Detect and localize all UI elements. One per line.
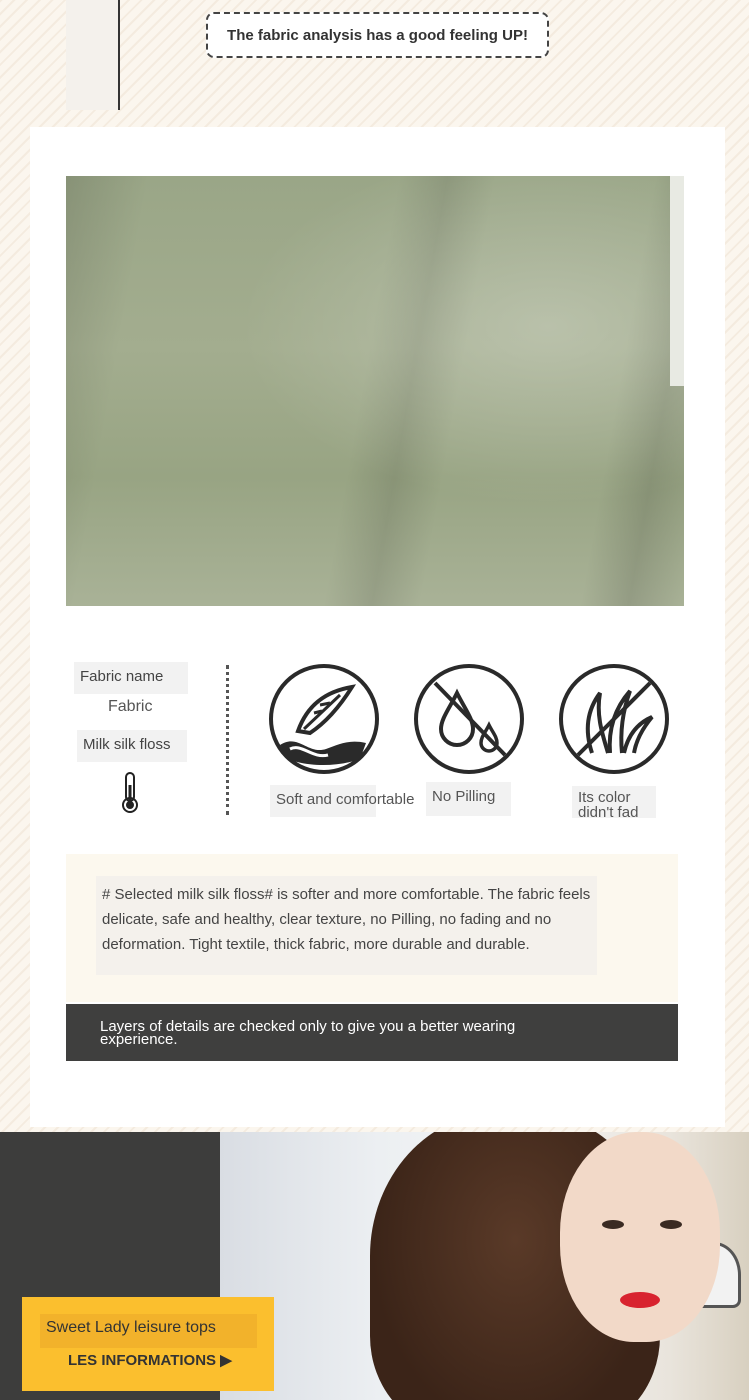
feature-soft-comfortable: Soft and comfortable [270,785,376,817]
fabric-description: # Selected milk silk floss# is softer and more comfortable. The fabric feels delicate, safe and healthy, clear texture, no Pilling, no fading and no deformation. Tight textile, thick fabric, more durable and durable. [96,876,597,975]
les-informations-link[interactable]: LES INFORMATIONS ▶ [68,1352,232,1369]
fabric-value: Milk silk floss [77,730,187,762]
fabric-photo [66,176,684,606]
fabric-name-label: Fabric name [74,662,188,694]
no-plant-icon [558,663,670,775]
banner-text: The fabric analysis has a good feeling UP! [227,26,528,44]
promo-title: Sweet Lady leisure tops [40,1314,257,1348]
model-photo [220,1132,749,1400]
details-bar [66,1004,678,1061]
feature-color-fast: Its color didn't fad [572,786,656,818]
fabric-heading: Fabric [108,698,153,715]
details-bar-text: Layers of details are checked only to give you a better wearing experience. [100,1018,516,1048]
feather-hand-icon [268,663,380,775]
fabric-analysis-banner [206,12,549,58]
top-decoration [66,0,120,110]
no-water-drop-icon [413,663,525,775]
thermometer-icon [117,771,143,815]
dotted-divider [226,665,229,815]
feature-no-pilling: No Pilling [426,782,511,816]
